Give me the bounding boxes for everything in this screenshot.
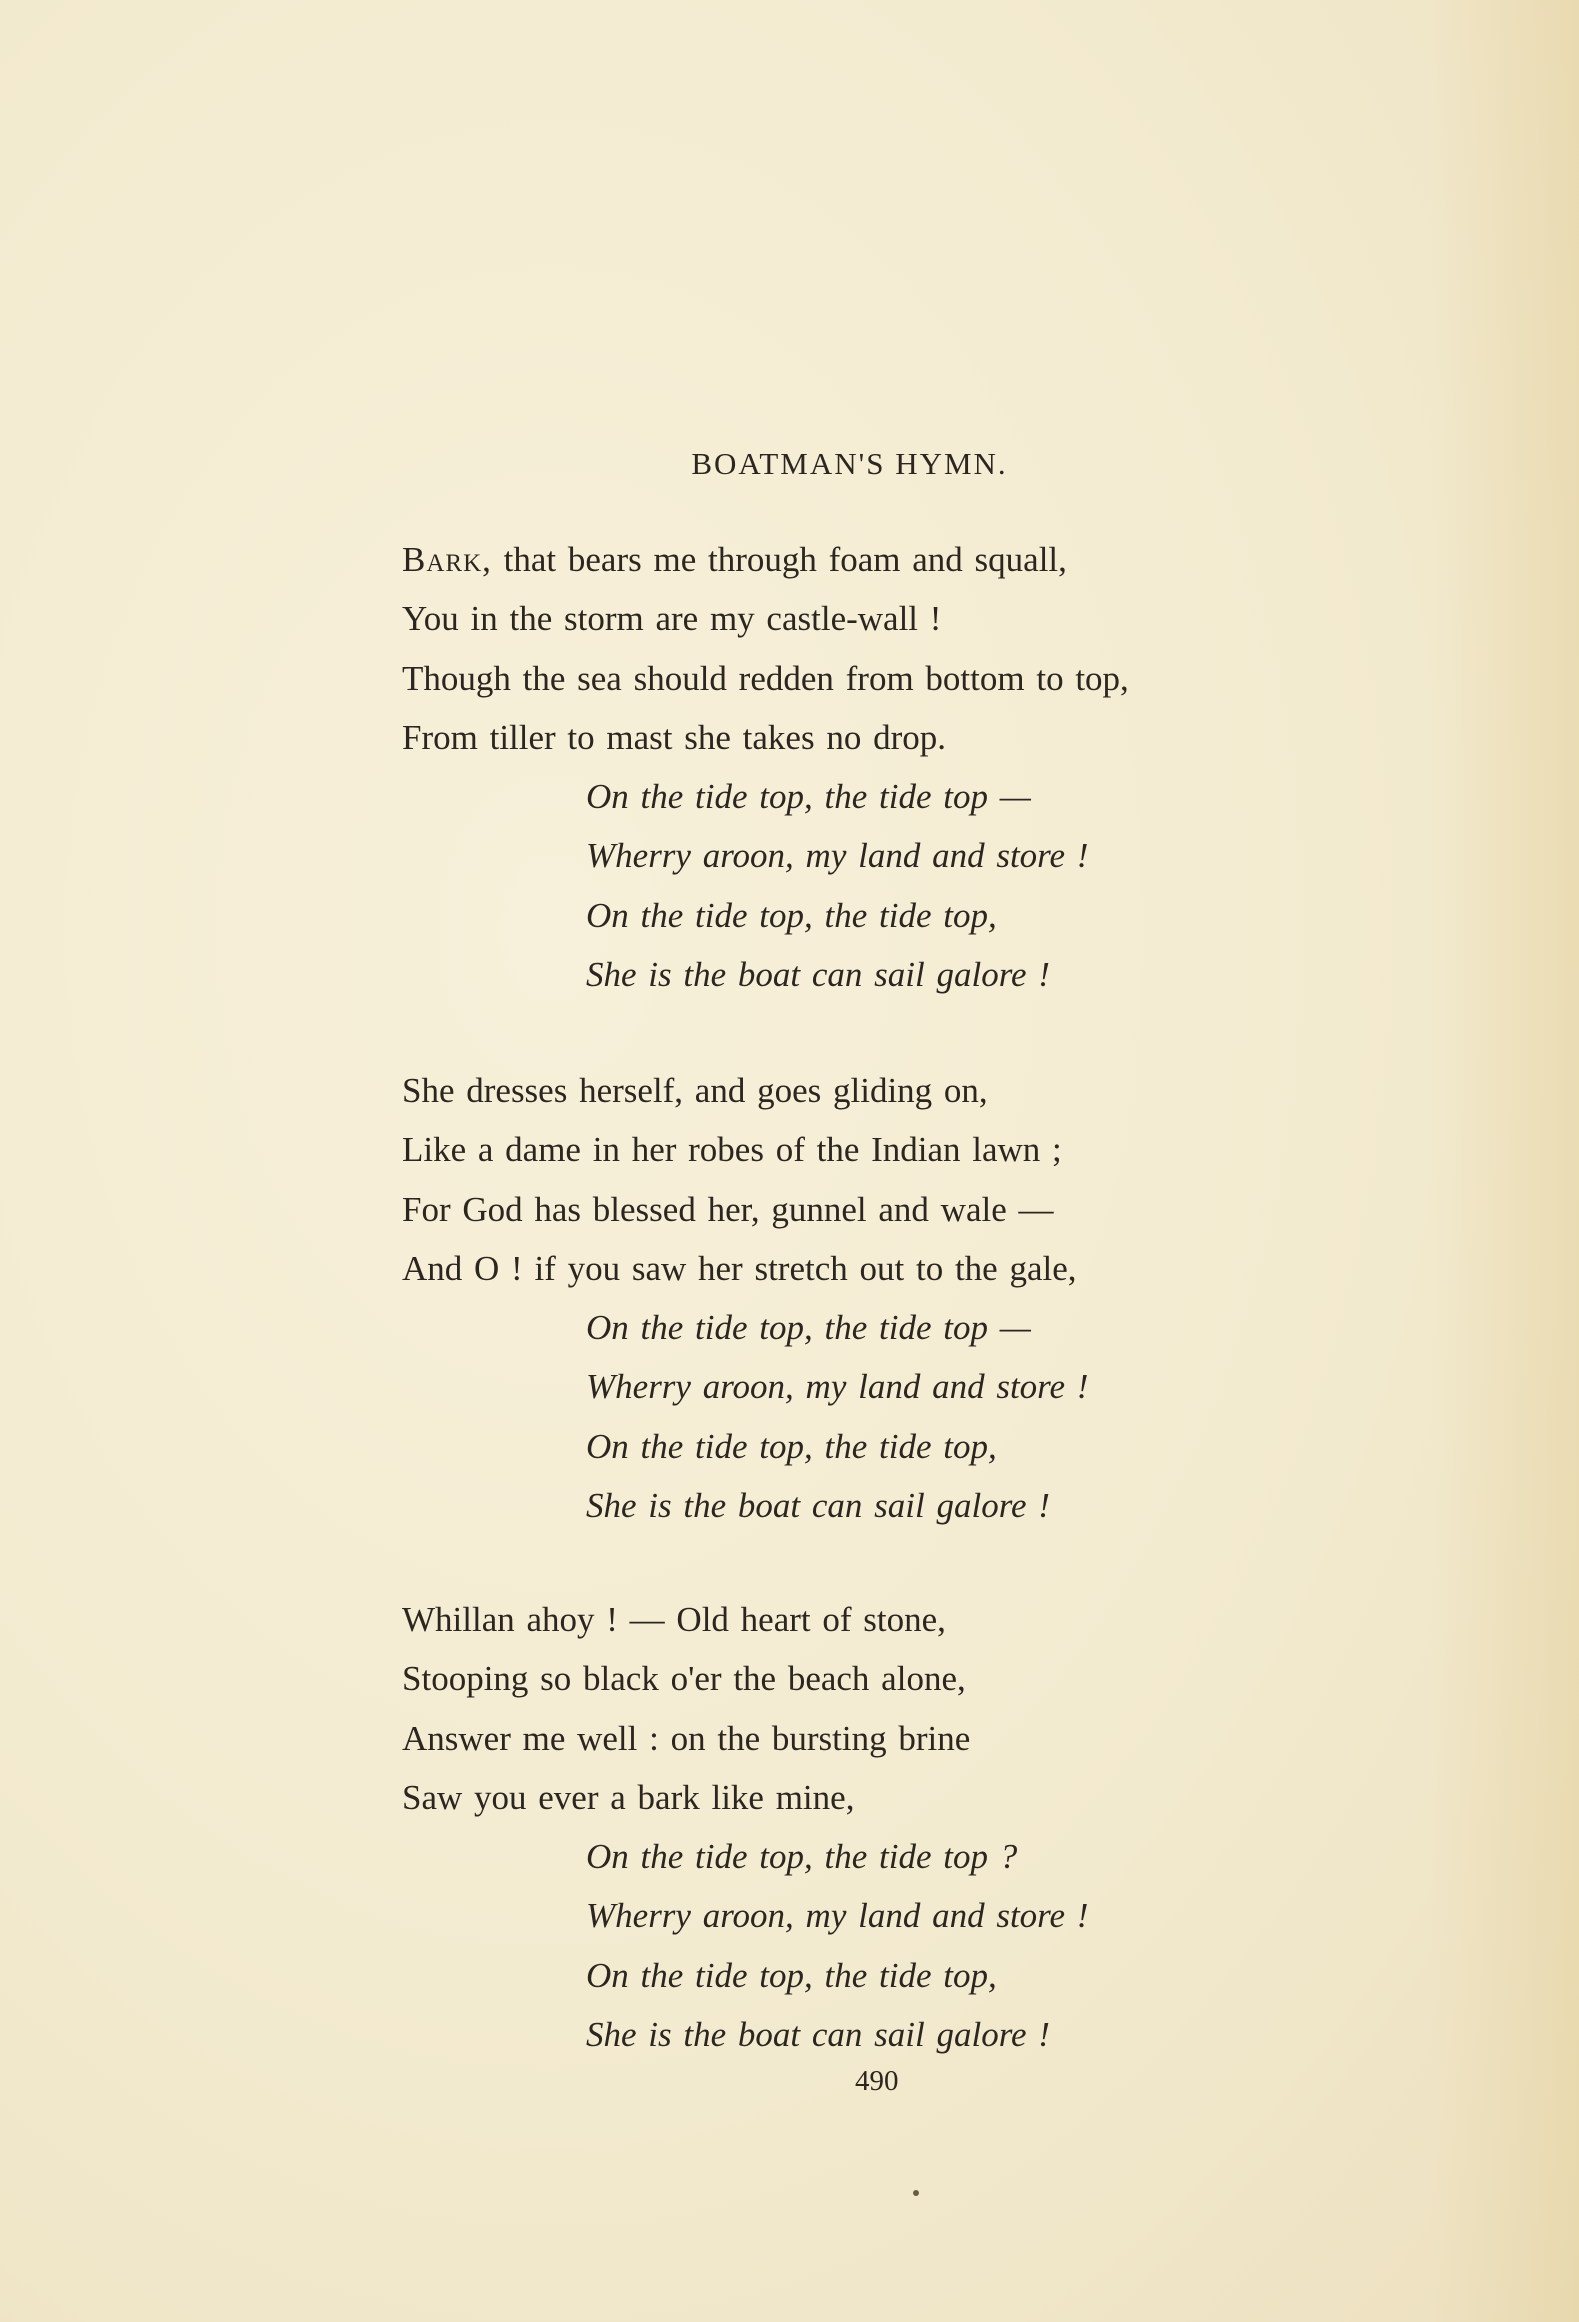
verse-line: Saw you ever a bark like mine, [402, 1777, 855, 1817]
refrain-line: On the tide top, the tide top — [586, 777, 1031, 817]
verse-line: Answer me well : on the bursting brine [402, 1718, 971, 1758]
verse-line-text: that bears me through foam and squall, [491, 540, 1067, 579]
poem-title: BOATMAN'S HYMN. [691, 446, 1008, 481]
ink-speck [913, 2190, 919, 2196]
refrain-line: Wherry aroon, my land and store ! [586, 1367, 1089, 1407]
verse-line: She dresses herself, and goes gliding on, [402, 1071, 988, 1110]
verse-line [402, 530, 1502, 589]
verse-line: You in the storm are my castle-wall ! [402, 599, 942, 639]
verse-line: For God has blessed her, gunnel and wale — [402, 1189, 1054, 1229]
verse-line: Though the sea should redden from bottom to top, [402, 658, 1129, 698]
refrain-line: She is the boat can sail galore ! [586, 955, 1050, 995]
verse-line: Like a dame in her robes of the Indian lawn ; [402, 1130, 1062, 1170]
refrain-line: On the tide top, the tide top, [586, 895, 997, 935]
verse-line: And O ! if you saw her stretch out to the gale, [402, 1248, 1077, 1288]
refrain-line: She is the boat can sail galore ! [586, 2015, 1050, 2055]
stanza-2 [402, 1061, 1502, 1535]
verse-line: Whillan ahoy ! — Old heart of stone, [402, 1600, 946, 1639]
stanza-1 [402, 530, 1502, 1004]
page-number: 490 [855, 2065, 899, 2097]
refrain-line: On the tide top, the tide top — [586, 1308, 1031, 1348]
verse-line: Stooping so black o'er the beach alone, [402, 1659, 966, 1699]
refrain-line: On the tide top, the tide top, [586, 1955, 997, 1995]
refrain-line: She is the boat can sail galore ! [586, 1486, 1050, 1526]
drop-cap-word: Bark, [402, 540, 492, 579]
refrain-line: On the tide top, the tide top ? [586, 1837, 1018, 1877]
refrain-line: Wherry aroon, my land and store ! [586, 836, 1089, 876]
refrain-line: On the tide top, the tide top, [586, 1426, 997, 1466]
refrain-line: Wherry aroon, my land and store ! [586, 1896, 1089, 1936]
verse-line: From tiller to mast she takes no drop. [402, 717, 946, 757]
stanza-3 [402, 1590, 1502, 2064]
